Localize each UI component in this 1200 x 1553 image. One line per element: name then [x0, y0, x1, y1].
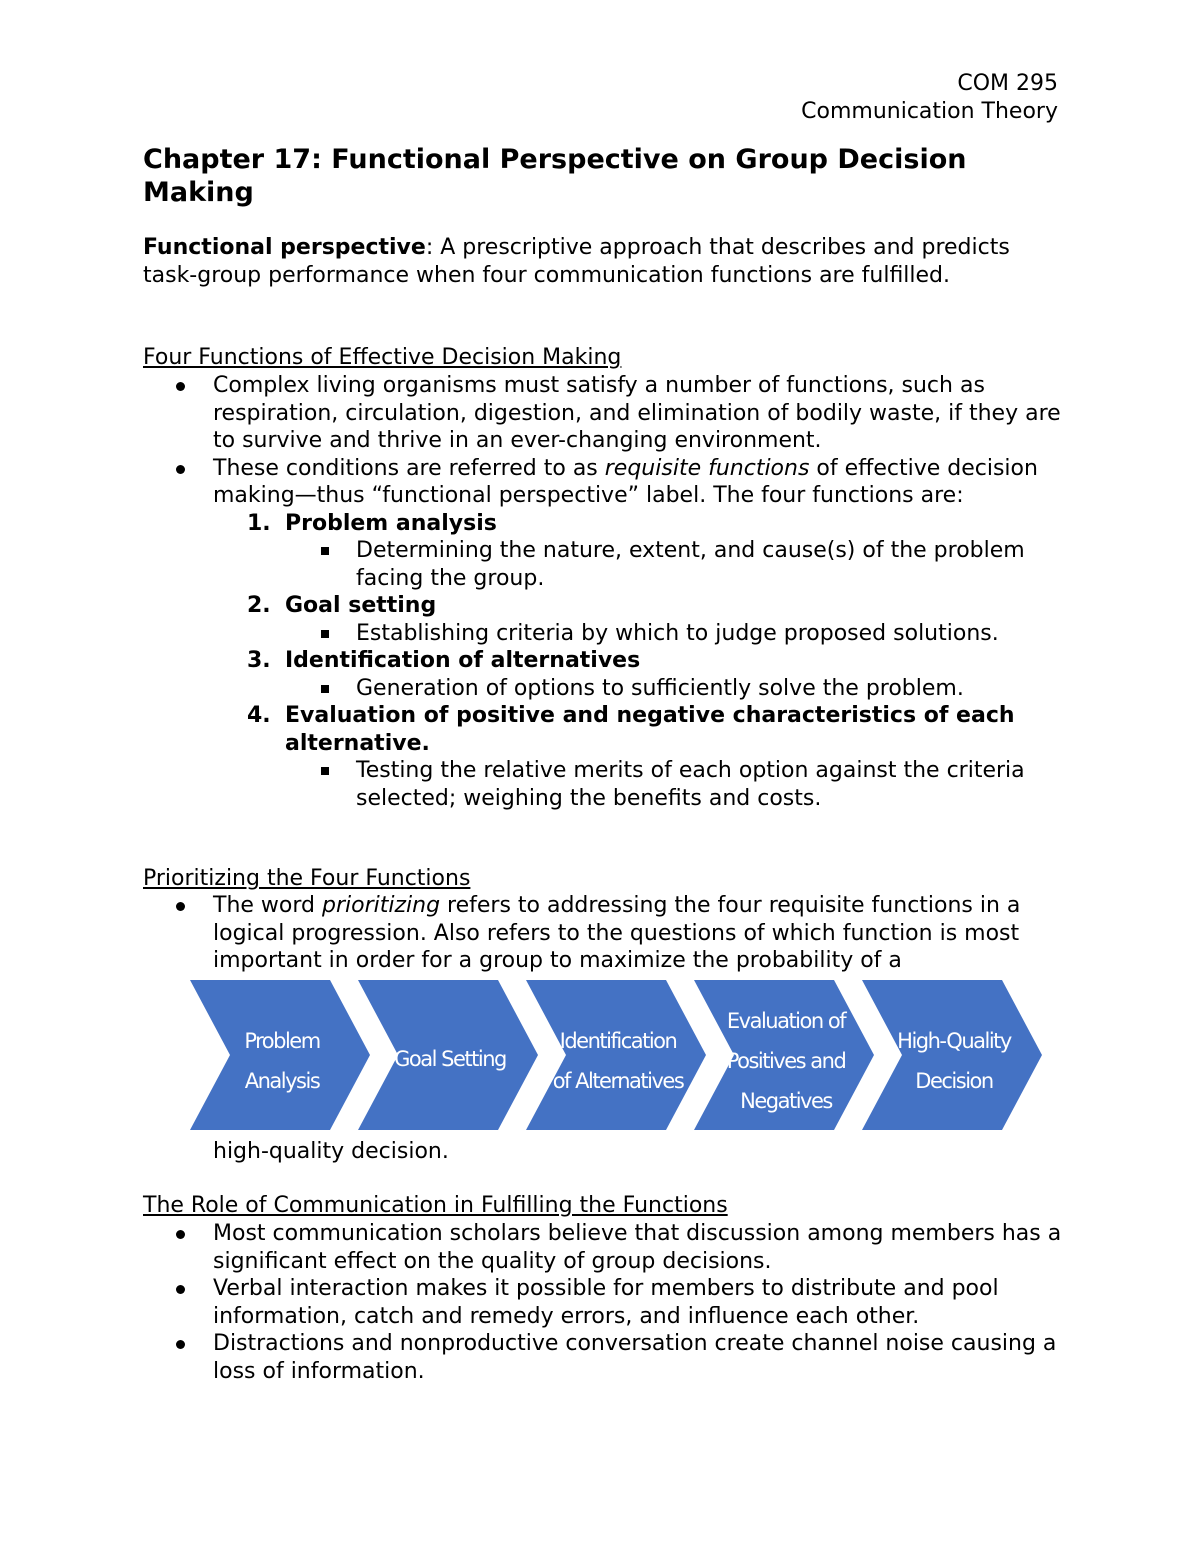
step-label: Evaluation of: [726, 1009, 846, 1033]
chevron-shape: [862, 980, 1042, 1130]
function-item: [213, 592, 1063, 647]
step-label: Analysis: [244, 1069, 320, 1093]
definition-term: Functional perspective: [143, 235, 426, 260]
list-item: [143, 892, 1063, 975]
step-label: Negatives: [740, 1089, 832, 1113]
function-name: Evaluation of positive and negative characteristics of each alternative.: [285, 703, 1015, 756]
function-name: Identification of alternatives: [285, 648, 641, 673]
function-number: 3.: [247, 648, 271, 673]
function-name: Problem analysis: [285, 510, 497, 536]
function-number: 1.: [247, 510, 271, 536]
bullet-emphasis: requisite functions: [604, 455, 810, 481]
function-item: [213, 702, 1063, 812]
decision-process-diagram: [190, 980, 1050, 1130]
step-label: Decision: [915, 1069, 993, 1093]
section-heading-role-of-communication: The Role of Communication in Fulfilling the Functions: [143, 1193, 728, 1218]
bullet-text-post: of effective decision making—thus “functional perspective” label. The four functions are:: [213, 455, 1038, 508]
course-code: COM 295: [957, 71, 1058, 96]
definition-text: : A prescriptive approach that describes and predicts task-group performance when four communication functions are fulfilled.: [143, 235, 1010, 288]
list-item: Verbal interaction makes it possible for members to distribute and pool information, catch and remedy errors, and influence each other.: [143, 1275, 1063, 1330]
list-item: Most communication scholars believe that discussion among members has a significant effect on the quality of group decisions.: [143, 1220, 1063, 1275]
function-detail-list: [285, 620, 1063, 648]
function-detail-list: [285, 537, 1063, 592]
list-item: Distractions and nonproductive conversation create channel noise causing a loss of information.: [143, 1330, 1063, 1385]
chevron-step: [862, 980, 1042, 1130]
chapter-title: Chapter 17: Functional Perspective on Group Decision Making: [143, 144, 967, 208]
four-functions-list: [143, 372, 1063, 812]
bullet-continuation: high-quality decision.: [213, 1139, 449, 1164]
chevron-step: [526, 980, 706, 1130]
function-detail: Determining the nature, extent, and cause(s) of the problem facing the group.: [285, 537, 1063, 592]
function-detail: Establishing criteria by which to judge proposed solutions.: [285, 620, 1063, 648]
step-label: Positives and: [726, 1049, 846, 1073]
definition-paragraph: [143, 234, 1043, 289]
section-heading-prioritizing: Prioritizing the Four Functions: [143, 866, 471, 891]
step-label: Problem: [244, 1029, 320, 1053]
function-detail: Testing the relative merits of each option against the criteria selected; weighing the benefits and costs.: [285, 757, 1063, 812]
bullet-text-pre: These conditions are referred to as: [213, 455, 605, 481]
function-item: [213, 510, 1063, 593]
bullet-emphasis: prioritizing: [321, 893, 441, 918]
communication-role-list: [143, 1220, 1063, 1385]
prioritizing-list: [143, 892, 1063, 975]
function-detail: Generation of options to sufficiently solve the problem.: [285, 675, 1063, 703]
bullet-text-pre: The word: [213, 893, 322, 918]
function-detail-list: [285, 675, 1063, 703]
course-subject: Communication Theory: [801, 99, 1058, 124]
requisite-functions-list: [213, 510, 1063, 813]
chevron-shape: [190, 980, 370, 1130]
chevron-step: [190, 980, 370, 1130]
list-item: [143, 455, 1063, 813]
function-detail-list: [285, 757, 1063, 812]
function-number: 2.: [247, 593, 271, 618]
list-item: [143, 372, 1063, 455]
step-label: High-Quality: [897, 1029, 1011, 1053]
function-item: [213, 647, 1063, 702]
bullet-text: Complex living organisms must satisfy a number of functions, such as respiration, circulation, digestion, and elimination of bodily waste, if they are to survive and thrive in an ever-changing environment.: [213, 373, 1061, 453]
function-name: Goal setting: [285, 593, 437, 618]
page-header: [801, 70, 1058, 126]
chevron-step: [694, 980, 874, 1130]
section-heading-four-functions: Four Functions of Effective Decision Making: [143, 345, 622, 370]
chevron-shape: [526, 980, 706, 1130]
bullet-text-post: refers to addressing the four requisite functions in a logical progression. Also refers to the questions of which function is most important in order for a group to maximize the probability of a: [213, 893, 1021, 973]
function-number: 4.: [247, 703, 271, 728]
step-label: Goal Setting: [394, 1047, 506, 1071]
step-label: of Alternatives: [552, 1069, 684, 1093]
chevron-step: [358, 980, 538, 1130]
step-label: Identification: [559, 1029, 677, 1053]
